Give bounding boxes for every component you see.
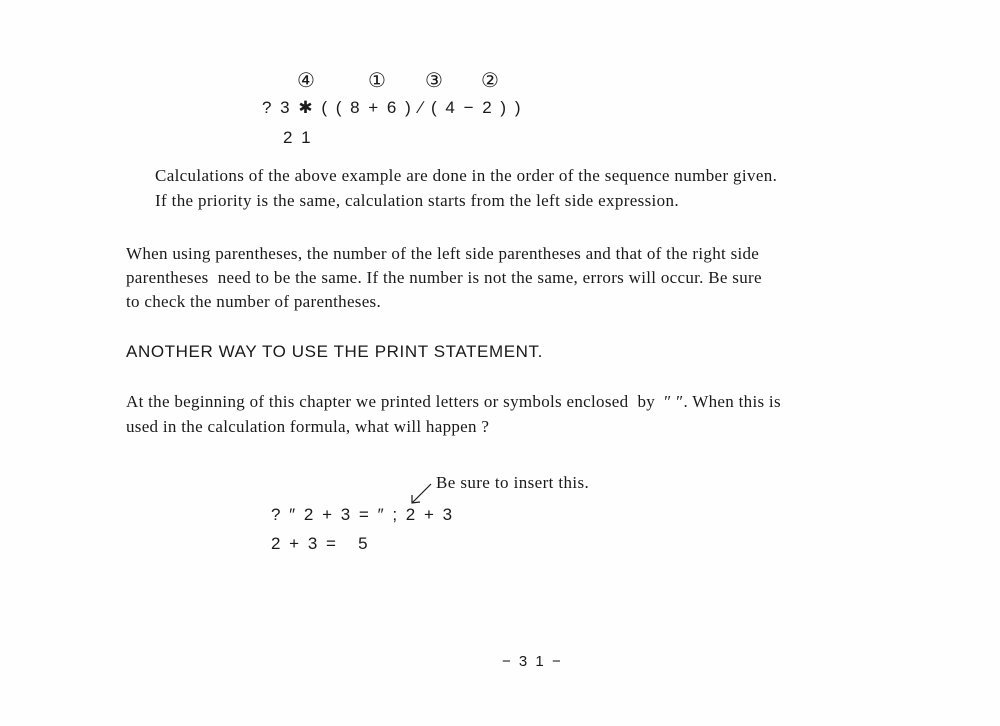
example2-input: ? ″ 2 + 3 = ″ ; 2 + 3 (271, 505, 455, 524)
example1-input: ? 3 ✱ ( ( 8 + 6 ) ∕ ( 4 − 2 ) ) (262, 98, 523, 117)
page-number: − 3 1 − (502, 653, 563, 670)
example1-output: 2 1 (283, 128, 313, 147)
para1-line1: Calculations of the above example are done in the order of the sequence number given. (155, 166, 778, 185)
para1-line2: If the priority is the same, calculation starts from the left side expression. (155, 191, 679, 210)
order-label-4: ④ (297, 68, 315, 92)
order-label-1: ① (368, 68, 386, 92)
para2-line3: to check the number of parentheses. (126, 292, 382, 311)
para3-line1: At the beginning of this chapter we printed letters or symbols enclosed by ″ ″. When this is (126, 392, 781, 411)
annotation-text: Be sure to insert this. (436, 473, 590, 492)
para3-line2: used in the calculation formula, what will happen ? (126, 417, 490, 436)
order-label-2: ② (481, 68, 499, 92)
order-label-3: ③ (425, 68, 443, 92)
para2-line1: When using parentheses, the number of the left side parentheses and that of the right side (126, 244, 760, 263)
para2-line2: parentheses need to be the same. If the number is not the same, errors will occur. Be sure (126, 268, 762, 287)
section-heading: ANOTHER WAY TO USE THE PRINT STATEMENT. (126, 342, 543, 361)
example2-output: 2 + 3 = 5 (271, 534, 370, 553)
